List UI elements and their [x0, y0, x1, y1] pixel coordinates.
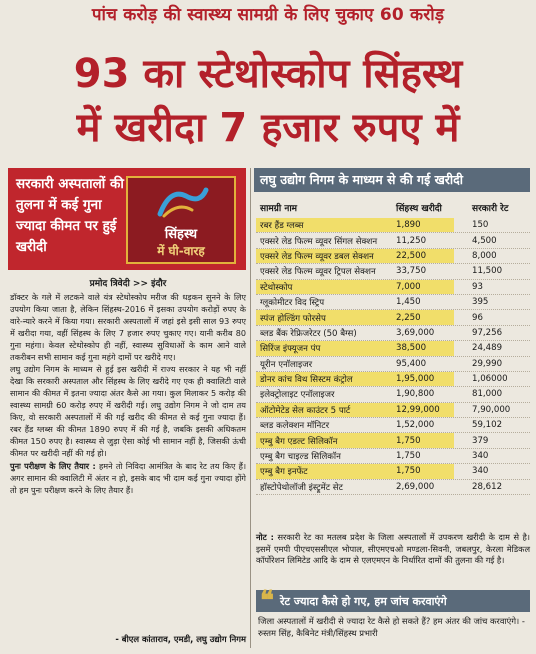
table-row — [256, 295, 530, 310]
cell-govt-price: 97,256 — [472, 327, 503, 338]
byline: प्रमोद त्रिवेदी >> इंदौर — [89, 279, 167, 289]
cell-simhastha-price: 38,500 — [386, 341, 454, 355]
table-title: लघु उद्योग निगम के माध्यम से की गई खरीदी — [254, 168, 530, 192]
cell-simhastha-price: 7,000 — [386, 280, 454, 294]
cell-govt-price: 24,489 — [472, 343, 503, 354]
cell-item: एम्बु बैग चाइल्ड सिलिकॉन — [260, 452, 341, 463]
table-row — [256, 280, 530, 295]
cell-simhastha-price: 2,69,000 — [396, 481, 435, 492]
note-text: सरकारी रेट का मतलब प्रदेश के जिला अस्पतालों में उपकरण खरीदी के दाम से है। इसमें एमपी पीएचएससीएल भोपाल, सीएमएचओ मण्डला-सिवनी, जबलपुर, केरला मेडिकल कॉर्पोरेशन लिमिटेड आदि के दाम से एलएमएन के निर्धारित दामों की तुलना की गई है। — [256, 532, 531, 566]
header-simhastha: सिंहस्थ खरीदी — [396, 203, 442, 214]
cell-simhastha-price: 1,90,800 — [396, 389, 435, 400]
quote-heading-bar — [256, 586, 530, 616]
cell-item: एक्सरे लेड फिल्म व्यूवर ट्रिपल सेक्शन — [260, 267, 376, 278]
table-row — [256, 418, 530, 433]
cell-govt-price: 59,102 — [472, 420, 503, 431]
cell-item: इलेक्ट्रोलाइट एनॉलाइजर — [260, 390, 335, 401]
retest-text: हमने तो निविदा आमंत्रित के बाद रेट तय किए हैं। अगर सामान की क्वालिटी में अंतर न हो, इसके बाद भी दाम कई गुना ज्यादा होंगे तो हम पुनः परीक्षण करने के लिए तैयार हैं। — [10, 460, 247, 495]
cell-govt-price: 81,000 — [472, 389, 503, 400]
table-row — [256, 357, 530, 372]
cell-govt-price: 4,500 — [472, 235, 497, 246]
article-paragraph-2: लघु उद्योग निगम के माध्यम से हुई इस खरीदी में राज्य सरकार ने यह भी नहीं देखा कि सरकारी अस्पताल और सिंहस्थ के लिए खरीदे गए एक ही क्वालिटी वाले सामान की कीमत में इतना ज्यादा अंतर कैसे आ गया। कुल मिलाकर 5 करोड़ की स्वास्थ्य सामग्री 60 करोड़ रुपए में खरीदी गई। लघु उद्योग निगम ने जो दाम तय किए, वो सरकारी अस्पतालों में की गई खरीद की कीमत से कई गुना ज्यादा हैं। रबर हैंड ग्लब्स की कीमत 1890 रुपए में की गई है, जबकि इसकी अधिकतम कीमत 150 रुपए है। स्वास्थ्य से जुड़ा ऐसा कोई भी सामान नहीं है, जिसकी ऊंची कीमत पर खरीदी नहीं की गई हो। — [10, 364, 246, 458]
cell-govt-price: 29,990 — [472, 358, 503, 369]
table-row — [256, 341, 530, 356]
article-paragraph-3 — [10, 461, 246, 497]
cell-item: यूरीन एनॉलाइजर — [260, 359, 313, 370]
quote-text: जिला अस्पतालों में खरीदी से ज्यादा रेट कैसे हो सकते हैं? हम अंतर की जांच करवाएंगे। - रुस्तम सिंह, कैबिनेट मंत्री/सिंहस्थ प्रभारी — [258, 616, 525, 638]
cell-simhastha-price: 1,750 — [386, 464, 454, 478]
lead-box — [8, 168, 246, 270]
cell-govt-price: 150 — [472, 220, 489, 231]
table-row — [256, 372, 530, 387]
quote-heading: रेट ज्यादा कैसे हो गए, हम जांच करवाएंगे — [280, 594, 447, 608]
cell-govt-price: 93 — [472, 281, 483, 292]
table-row — [256, 433, 530, 448]
table-row — [256, 387, 530, 402]
badge-subtitle: में घी-वारह — [157, 244, 205, 258]
article-signature: - बीएल कांताराव, एमडी, लघु उद्योग निगम — [115, 634, 246, 644]
cell-simhastha-price: 12,99,000 — [386, 403, 454, 417]
cell-item: ब्लड कलेक्शन मॉनिटर — [260, 421, 330, 432]
table-row — [256, 218, 530, 233]
cell-simhastha-price: 33,750 — [396, 266, 427, 277]
cell-item: ऑटोमेटेड सेल काउंटर 5 पार्ट — [256, 403, 386, 417]
column-divider — [250, 168, 251, 648]
cell-govt-price: 395 — [472, 297, 489, 308]
simhastha-badge — [126, 176, 236, 264]
cell-item: स्टेथोस्कोप — [256, 280, 386, 294]
cell-simhastha-price: 2,250 — [386, 310, 454, 324]
cell-simhastha-price: 1,450 — [396, 297, 421, 308]
cell-item: एम्बु बैग एडल्ट सिलिकॉन — [256, 433, 386, 447]
main-headline-line2: में खरीदा 7 हजार रुपए में — [76, 105, 460, 151]
cell-govt-price: 11,500 — [472, 266, 503, 277]
article-paragraph-1: डॉक्टर के गले में लटकने वाले यंत्र स्टेथोस्कोप मरीज की धड़कन सुनने के लिए उपयोग किया जाता है, लेकिन सिंहस्थ-2016 में इसका उपयोग करोड़ों रुपए के वारे-न्यारे करने में किया गया। सरकारी अस्पतालों में जहां इसे इसी साल 93 रुपए में खरीदा गया, वहीं सिंहस्थ के लिए 7 हजार रुपए चुकाए गए। यानी करीब 80 गुना महंगा। केवल स्टेथोस्कोप ही नहीं, स्वास्थ्य सुविधाओं के काम आने वाले तकरीबन सभी सामान कई गुना महंगे दामों पर खरीदे गए। — [10, 292, 246, 362]
cell-item: ब्लड बैंक रेफ्रिजरेटर (50 बैग्स) — [260, 328, 357, 339]
retest-label: पुनः परीक्षण के लिए तैयार : — [10, 460, 96, 471]
cell-govt-price: 28,612 — [472, 481, 503, 492]
cell-govt-price: 340 — [472, 451, 489, 462]
table-row — [256, 326, 530, 341]
table-body — [256, 218, 530, 495]
cell-govt-price: 7,90,000 — [472, 404, 511, 415]
cell-simhastha-price: 1,95,000 — [386, 372, 454, 386]
price-table — [256, 196, 530, 495]
table-header — [256, 196, 530, 218]
cell-item: एक्सरे लेड फिल्म व्यूवर डबल सेक्शन — [256, 249, 386, 263]
table-row — [256, 310, 530, 325]
note-label: नोट : — [256, 532, 274, 542]
header-item: सामग्री नाम — [260, 203, 298, 214]
cell-govt-price: 8,000 — [472, 250, 497, 261]
cell-simhastha-price: 95,400 — [396, 358, 427, 369]
cell-govt-price: 379 — [472, 435, 489, 446]
header-govt: सरकारी रेट — [472, 203, 509, 214]
cell-simhastha-price: 11,250 — [396, 235, 427, 246]
cell-govt-price: 96 — [472, 312, 483, 323]
table-row — [256, 403, 530, 418]
lead-text: सरकारी अस्पतालों की तुलना में कई गुना ज्यादा कीमत पर हुई खरीदी — [16, 176, 124, 255]
cell-item: सिरिंज इंफ्यूजन पंप — [256, 341, 386, 355]
table-row — [256, 233, 530, 248]
table-row — [256, 464, 530, 479]
cell-item: स्पंज होल्डिंग फोरसेप — [256, 310, 386, 324]
table-row — [256, 249, 530, 264]
cell-item: ग्लूकोमीटर विद स्ट्रिप — [260, 298, 325, 309]
stethoscope-logo-icon — [156, 184, 210, 220]
table-row — [256, 480, 530, 495]
cell-simhastha-price: 1,52,000 — [396, 420, 435, 431]
cell-simhastha-price: 1,750 — [396, 451, 421, 462]
cell-simhastha-price: 1,890 — [386, 218, 454, 232]
cell-govt-price: 340 — [472, 466, 489, 477]
table-note — [256, 532, 530, 567]
main-headline-line1: 93 का स्टेथोस्कोप सिंहस्थ — [73, 51, 463, 97]
cell-item: डोनर कांच विथ सिस्टम कंट्रोल — [256, 372, 386, 386]
cell-simhastha-price: 22,500 — [386, 249, 454, 263]
quote-mark-icon: ❝ — [260, 586, 274, 616]
cell-simhastha-price: 1,750 — [386, 433, 454, 447]
badge-title: सिंहस्थ — [164, 227, 198, 242]
cell-item: हॉस्टोपेथोलॉजी इंस्ट्रूमेंट सेट — [260, 482, 343, 493]
cell-item: एम्बु बैग इनफेंट — [256, 464, 386, 478]
article-body — [10, 292, 246, 497]
cell-item: रबर हैंड ग्लब्स — [256, 218, 386, 232]
table-row — [256, 264, 530, 279]
cell-govt-price: 1,06000 — [472, 374, 508, 385]
kicker-headline: पांच करोड़ की स्वास्थ्य सामग्री के लिए चुकाए 60 करोड़ — [91, 5, 445, 25]
table-row — [256, 449, 530, 464]
cell-item: एक्सरे लेड फिल्म व्यूवर सिंगल सेक्शन — [260, 236, 378, 247]
cell-simhastha-price: 3,69,000 — [396, 327, 435, 338]
